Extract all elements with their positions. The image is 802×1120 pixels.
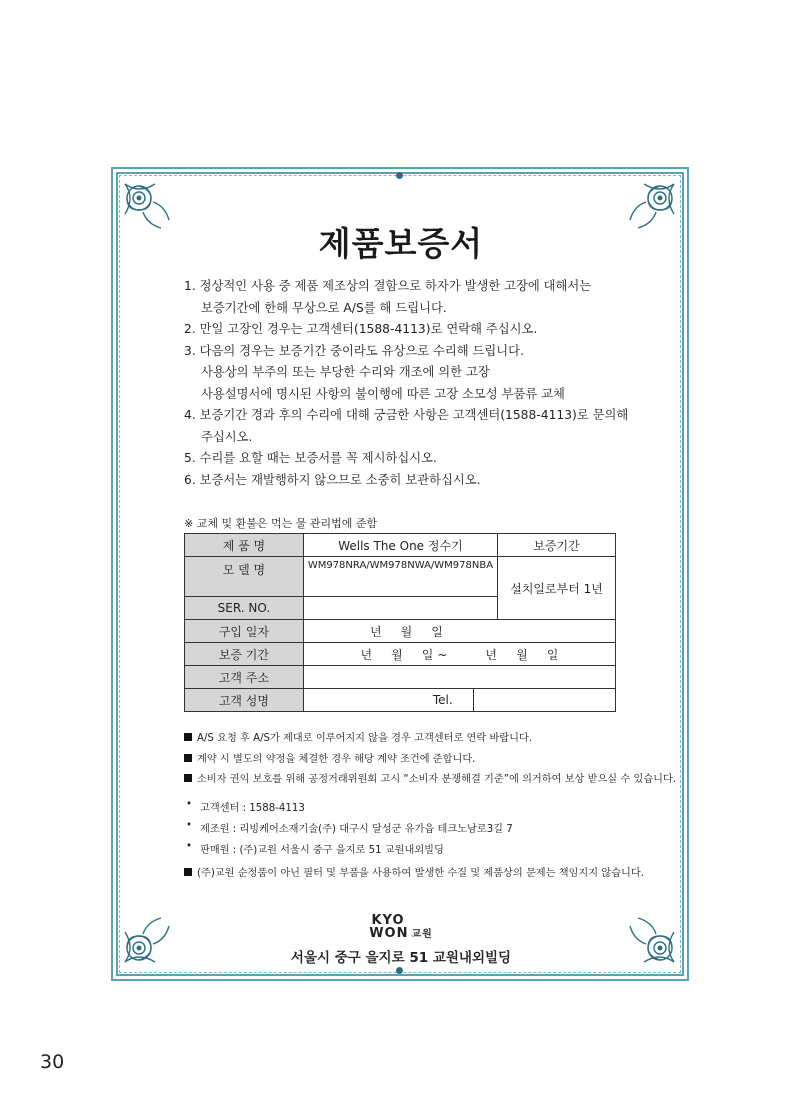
- contact-item: [186, 841, 444, 856]
- warranty-period-header: 보증기간: [498, 534, 616, 557]
- purchase-date-field[interactable]: 년 월 일: [303, 620, 615, 643]
- square-bullet-icon: [184, 754, 192, 762]
- contact-text: 판매원 : (주)교원 서울시 중구 을지로 51 교원내외빌딩: [200, 845, 444, 856]
- logo-won-text: WON: [369, 926, 409, 941]
- term-line: 2. 만일 고장인 경우는 고객센터(1588-4113)로 연락해 주십시오.: [184, 322, 538, 336]
- warranty-dates-label: 보증 기간: [185, 643, 304, 666]
- square-bullet-icon: [184, 774, 192, 782]
- term-line: 주십시오.: [201, 429, 253, 444]
- contact-text: 제조원 : 리빙케어소재기술(주) 대구시 달성군 유가읍 테크노남로3길 7: [200, 824, 513, 835]
- company-address: 서울시 중구 을지로 51 교원내외빌딩: [290, 950, 512, 966]
- table-row: [185, 557, 616, 597]
- term-line: 보증기간에 한해 무상으로 A/S를 해 드립니다.: [201, 300, 447, 315]
- table-row: [185, 534, 616, 557]
- notice-text: 소비자 권익 보호를 위해 공정거래위원회 고시 “소비자 분쟁해결 기준”에 의거하여 보상 받으실 수 있습니다.: [197, 774, 677, 785]
- term-item: [184, 341, 644, 406]
- logo-won: [0, 927, 802, 942]
- serial-label: SER. NO.: [185, 597, 304, 620]
- warranty-terms: [184, 276, 644, 491]
- table-row: [185, 666, 616, 689]
- product-value: Wells The One 정수기: [303, 534, 497, 557]
- term-line: 1. 정상적인 사용 중 제품 제조상의 결함으로 하자가 발생한 고장에 대해서는: [184, 279, 592, 293]
- table-row: [185, 620, 616, 643]
- tel-label: Tel.: [432, 693, 453, 707]
- term-item: [184, 448, 644, 470]
- term-line: 4. 보증기간 경과 후의 수리에 대해 궁금한 사항은 고객센터(1588-4113)로 문의해: [184, 408, 629, 422]
- table-row: [185, 643, 616, 666]
- term-item: [184, 470, 644, 492]
- page-title: 제품보증서: [318, 224, 484, 263]
- term-line: 사용상의 부주의 또는 부당한 수리와 개조에 의한 고장: [201, 365, 490, 379]
- contact-text: 고객센터 : 1588-4113: [200, 803, 305, 814]
- term-item: [184, 319, 644, 341]
- customer-name-label: 고객 성명: [185, 689, 304, 712]
- term-item: [184, 405, 644, 448]
- customer-tel-field[interactable]: [432, 689, 615, 712]
- contact-item: [186, 820, 513, 835]
- notice-item: [184, 729, 532, 744]
- square-bullet-icon: [184, 868, 192, 876]
- logo-kr: 교원: [411, 929, 433, 940]
- logo-kyo: KYO: [371, 913, 405, 928]
- dot-bullet-icon: •: [186, 799, 193, 810]
- term-line: 6. 보증서는 재발행하지 않으므로 소중히 보관하십시오.: [184, 472, 481, 487]
- notice-text: A/S 요청 후 A/S가 제대로 이루어지지 않을 경우 고객센터로 연락 바랍니다.: [197, 733, 533, 744]
- term-item: [184, 276, 644, 319]
- warranty-info-table: [184, 533, 616, 712]
- disclaimer-text: (주)교원 순정품이 아닌 필터 및 부품을 사용하여 발생한 수질 및 제품상의 문제는 책임지지 않습니다.: [197, 868, 644, 879]
- notice-item: [184, 750, 475, 765]
- term-line: 5. 수리를 요할 때는 보증서를 꼭 제시하십시오.: [184, 451, 437, 465]
- notice-text: 계약 시 별도의 약정을 체결한 경우 해당 계약 조건에 준합니다.: [197, 754, 476, 765]
- notice-item: [184, 770, 676, 785]
- contact-item: [186, 799, 305, 814]
- disclaimer: [184, 864, 644, 879]
- warranty-dates-field[interactable]: 년 월 일 ~ 년 월 일: [303, 643, 615, 666]
- dot-bullet-icon: •: [186, 841, 193, 852]
- serial-field[interactable]: [303, 597, 497, 620]
- border-ornament-dot-top: [396, 172, 403, 179]
- square-bullet-icon: [184, 733, 192, 741]
- purchase-date-label: 구입 일자: [185, 620, 304, 643]
- page-number: 30: [40, 1051, 65, 1073]
- dot-bullet-icon: •: [186, 820, 193, 831]
- term-line: 3. 다음의 경우는 보증기간 중이라도 유상으로 수리해 드립니다.: [184, 343, 524, 358]
- customer-address-label: 고객 주소: [185, 666, 304, 689]
- model-value: WM978NRA/WM978NWA/WM978NBA: [303, 557, 497, 597]
- model-label: 모 델 명: [185, 557, 304, 597]
- product-label: 제 품 명: [185, 534, 304, 557]
- term-line: 사용설명서에 명시된 사항의 불이행에 따른 고장 소모성 부품류 교체: [201, 386, 565, 401]
- customer-address-field[interactable]: [303, 666, 615, 689]
- warranty-period-value: 설치일로부터 1년: [498, 557, 616, 620]
- border-ornament-dot-bottom: [396, 967, 403, 974]
- company-block: [0, 914, 802, 966]
- refund-note: ※ 교체 및 환불은 먹는 물 관리법에 준함: [184, 517, 378, 530]
- table-row: [185, 689, 616, 712]
